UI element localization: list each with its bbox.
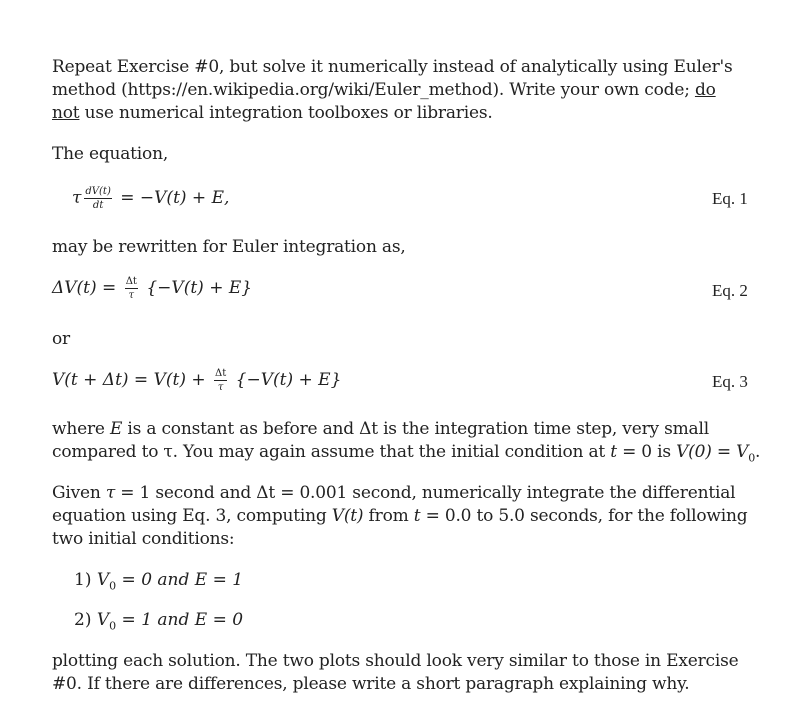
fraction-numerator: Δt: [125, 276, 137, 287]
fraction-denominator: τ: [217, 382, 224, 393]
text: Given: [52, 483, 106, 503]
fraction-numerator: Δt: [215, 368, 227, 379]
or-text: or: [52, 329, 70, 349]
symbol-v: V: [96, 610, 110, 630]
euler-intro: may be rewritten for Euler integration as,: [52, 237, 406, 257]
fraction-numerator: dV(t): [85, 186, 111, 197]
subscript-zero: 0: [748, 451, 756, 465]
equation-2: [52, 276, 252, 301]
symbol-e: E: [109, 419, 123, 439]
text: = 1 second and Δt = 0.001 second, numerically integrate the differential equation using Eq. 3, computing: [52, 483, 736, 526]
item-number: 1): [74, 570, 97, 590]
emphasis-do: do: [694, 80, 716, 100]
equation-intro: The equation,: [52, 144, 169, 164]
equation-rhs: {−V(t) + E}: [140, 278, 253, 298]
closing-paragraph: plotting each solution. The two plots should look very similar to those in Exercise #0. If there are differences, please write a short paragraph explaining why.: [52, 651, 739, 694]
step-fraction: [125, 276, 138, 301]
equation-rhs: = −V(t) + E,: [114, 188, 230, 208]
condition-values: = 0 and E = 1: [116, 570, 244, 590]
text: is a constant as before and Δt is the integration time step, very small compared to τ. You may again assume that the initial condition at: [52, 419, 709, 462]
tau-symbol: τ: [72, 188, 82, 208]
derivative-fraction: [84, 186, 111, 211]
step-fraction: [214, 368, 227, 393]
fraction-denominator: τ: [128, 290, 135, 301]
initial-condition: V(0) = V: [676, 442, 749, 462]
text: = 0.0 to 5.0 seconds, for the following two initial conditions:: [52, 506, 748, 549]
equation-rhs: {−V(t) + E}: [230, 370, 342, 390]
equation-lhs: V(t + Δt) = V(t) +: [52, 370, 212, 390]
equation-lhs: ΔV(t) =: [52, 278, 122, 298]
subscript-zero: 0: [109, 619, 117, 633]
equation-2-label: Eq. 2: [712, 281, 748, 300]
symbol-t: t: [413, 506, 421, 526]
intro-text-end: use numerical integration toolboxes or libraries.: [79, 103, 493, 123]
symbol-t: t: [610, 442, 617, 462]
equation-1-label: Eq. 1: [712, 189, 748, 208]
item-number: 2): [74, 610, 97, 630]
text: .: [755, 442, 761, 462]
constants-paragraph: [52, 418, 772, 469]
text: = 0 is: [616, 442, 677, 462]
tau-symbol: τ: [105, 483, 116, 503]
initial-condition-1: [74, 569, 243, 597]
given-paragraph: [52, 482, 772, 551]
emphasis-not: not: [52, 103, 80, 123]
text: where: [52, 419, 110, 439]
intro-text: Repeat Exercise #0, but solve it numerically instead of analytically using Euler's method (https://en.wikipedia.org/wiki/Euler_method). Write your own code;: [52, 57, 733, 100]
equation-3-label: Eq. 3: [712, 372, 748, 391]
subscript-zero: 0: [109, 579, 117, 593]
symbol-v: V: [96, 570, 110, 590]
fraction-denominator: dt: [92, 200, 104, 211]
equation-1: [72, 186, 229, 211]
condition-values: = 1 and E = 0: [116, 610, 244, 630]
intro-paragraph: [52, 56, 772, 125]
initial-condition-2: [74, 609, 243, 637]
symbol-vt: V(t): [331, 506, 364, 526]
equation-3: [52, 368, 341, 393]
text: from: [363, 506, 414, 526]
